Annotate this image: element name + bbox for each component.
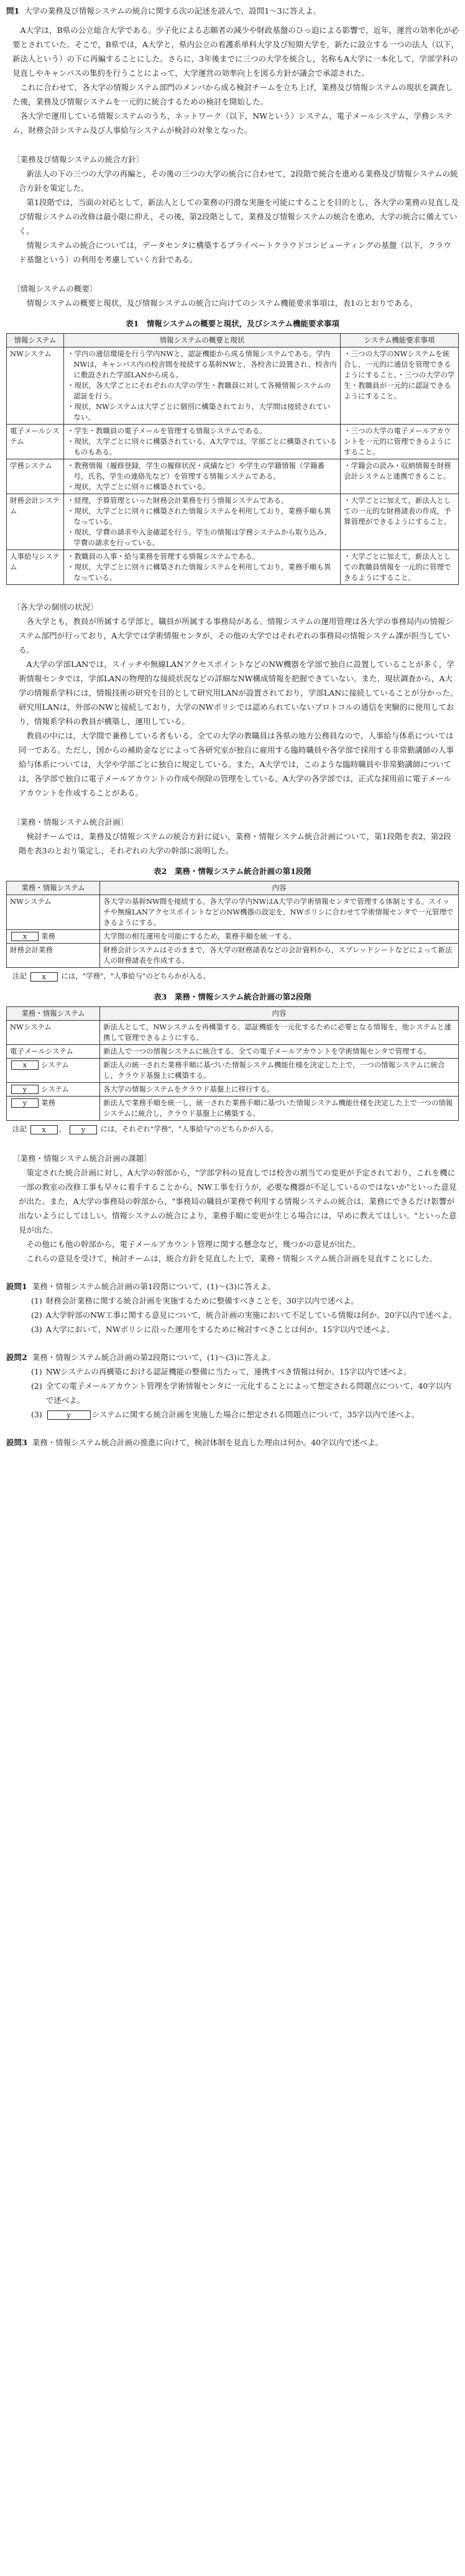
paragraph: その他にも他の幹部から，電子メールアカウント管理に関する懸念など，幾つかの意見が出た。: [26, 1240, 361, 1249]
sub-question-text: A大学において，NWポリシに沿った運用をするために検討すべきことは何か。15字以内で述べよ。: [45, 1325, 395, 1334]
blank-with-label: [10, 931, 96, 942]
section-heading-integration-plan: 〔業務・情報システム統合計画〕: [12, 817, 129, 827]
table2-note: [6, 969, 459, 983]
sub-question-text: システムに関する統合計画を実施した場合に想定される問題点について，35字以内で述べよ。: [91, 1410, 420, 1419]
blank-box-x: x: [11, 932, 39, 941]
desc-item: ・現状，大学ごとに別々に構築された情報システムを利用しており，業務手順も異なっている。: [67, 507, 331, 526]
question-header: [6, 4, 459, 18]
paragraph: 新法人の下の三つの大学の再編と，その後の三つの大学の統合に合わせて，2段階で統合を進める業務及び情報システムの統合方針を策定した。: [19, 169, 458, 193]
blank-with-label: [10, 1098, 96, 1108]
paragraph: 各大学とも，教員が所属する学部と，職員が所属する事務局がある。情報システムの運用管理は各大学の事務局内の情報システム部門が行っており，A大学では学術情報センタが，その他の大学ではそれぞれの事務局の情報システム課が担当している。: [19, 617, 453, 655]
plan-item-name: 財務会計業務: [7, 944, 100, 968]
table-row: [7, 1045, 459, 1059]
table3: [6, 1006, 459, 1121]
note-label: 注記: [12, 1125, 27, 1133]
system-desc: [64, 425, 341, 459]
intro-paragraph: A大学は，B県の公立総合大学である。少子化による志願者の減少や財政基盤のひっ迫による影響で，近年，運営の効率化が必要とされていた。そこで，B県では，A大学と，県内公立の看護系単科大学及び短期大学を，新たに設立する一つの法人（以下，新法人という）の下に再編することにした。さらに，3年後までに三つの大学を統合し，名称もA大学に一本化して，学部学科の見直しやキャンパスの集約を行うことによって，大学運営の効率向上を図る方針が議会で承認された。: [12, 25, 459, 78]
table-row: [7, 1059, 459, 1083]
blank-with-label: [10, 1060, 96, 1070]
setsumon-label: 設問1: [6, 1282, 27, 1291]
system-requirement: ・大学ごとに加えて，新法人としての教職員情報を一元的に管理できるようにすること。: [341, 550, 459, 585]
desc-item: ・現状，学費の請求や入金確認を行う。学生の情報は学務システムから取り込み，学費の請求を行っている。: [67, 528, 332, 547]
sub-question-text: NWシステムの再構築における認証機能の整備に当たって，連携すべき情報は何か。15字以内で述べよ。: [45, 1367, 412, 1376]
plan-item-name: 電子メールシステム: [7, 1045, 100, 1059]
blank-box-x: x: [30, 1125, 58, 1134]
plan-item-name-cell: [7, 930, 100, 944]
table-row: [7, 1097, 459, 1121]
paragraph: 検討チームでは，業務及び情報システムの統合方針に従い，業務・情報システム統合計画について，第1段階を表2，第2段階を表3のとおり策定し，それぞれの大学の幹部に説明した。: [19, 832, 451, 855]
section-body-individual-status: [6, 614, 459, 800]
sub-question-number: (2): [31, 1310, 42, 1320]
system-name: 学務システム: [7, 459, 64, 494]
sub-question-number: (3): [31, 1325, 42, 1334]
blank-box-y: y: [70, 1125, 97, 1134]
plan-item-content: 財務会計システムはそのままで，各大学の財務諸表などの会計資料から，スプレッドシートなどによって新法人の財務諸表を作成する。: [100, 944, 459, 968]
table-row: [7, 425, 459, 459]
paragraph: 情報システムの統合については，データセンタに構築するプライベートクラウドコンピューティングの基盤（以下，クラウド基盤という）の利用を考慮していく方針である。: [19, 241, 451, 264]
table1: [6, 333, 459, 585]
section-body-system-overview: [6, 296, 459, 310]
setsumon-label: 設問2: [6, 1353, 27, 1362]
sub-question: [6, 1407, 459, 1422]
sub-question-number: (3): [31, 1410, 42, 1419]
plan-item-content: 新法人の統一された業務手順に基づいた情報システム機能仕様を決定した上で，一つの情報システムに統合し，クラウド基盤上に構築する。: [100, 1059, 459, 1083]
table-header-cell: 内容: [100, 1007, 459, 1021]
table1-caption: 表1 情報システムの概要と現状，及びシステム機能要求事項: [126, 319, 339, 328]
sub-question: [6, 1322, 459, 1336]
setsumon-text: 業務・情報システム統合計画の第1段階について，(1)〜(3)に答えよ。: [32, 1282, 276, 1291]
setsumon-3: [6, 1435, 459, 1450]
sub-question-text: A大学幹部のNW工事に関する意見について，統合計画の実施において不足している情報は何か。20字以内で述べよ。: [45, 1310, 457, 1320]
note-text: には，"学務"，"人事給与"のどちらかが入る。: [61, 972, 210, 980]
system-name: 電子メールシステム: [7, 425, 64, 459]
note-label: 注記: [12, 972, 27, 980]
table-header-row: [7, 1007, 459, 1021]
sub-question: [6, 1364, 459, 1379]
sub-question: [6, 1308, 459, 1322]
intro-paragraph: 各大学で運用している情報システムのうち，ネットワーク（以下，NWという）システム，電子メールシステム，学務システム，財務会計システム及び人事給与システムが検討の対象となった。: [12, 111, 453, 135]
paragraph: 第1段階では，当面の対応として，新法人としての業務の円滑な実施を可能にすることを目的とし，各大学の業務の見直し及び情報システムの改修は最小限に抑え，その後，第2段階として，業務及び情報システムの統合を進め，大学の統合に備えていく。: [19, 198, 459, 236]
system-name: 人事給与システム: [7, 550, 64, 585]
plan-item-content: 新法人で業務手順を統一し，統一された業務手順に基づいた情報システム機能仕様を決定した上で一つの情報システムに統合し，クラウド基盤上に構築する。: [100, 1097, 459, 1121]
sub-question-text: 財務会計業務に関する統合計画を実施するために整備すべきことを，30字以内で述べよ。: [45, 1296, 359, 1305]
section-heading-integration-policy: 〔業務及び情報システムの統合方針〕: [12, 155, 144, 164]
table-header-cell: 業務・情報システム: [7, 881, 100, 895]
section-heading-individual-status: 〔各大学の個別の状況〕: [12, 602, 98, 612]
blank-box-y: y: [11, 1085, 39, 1094]
setsumon-text: 業務・情報システム統合計画の第2段階について，(1)〜(3)に答えよ。: [32, 1353, 276, 1362]
desc-item: ・現状，大学ごとに別々に構築されている。: [67, 482, 210, 491]
question-intro: 大学の業務及び情報システムの統合に関する次の記述を読んで，設問1〜3に答えよ。: [24, 6, 321, 16]
table-header-cell: 情報システムの概要と現状: [64, 334, 341, 347]
paragraph: これらの意見を受けて，検討チームは，統合方針を見直した上で，業務・情報システム統合計画を見直すことにした。: [26, 1254, 438, 1263]
section-body-integration-plan: [6, 829, 459, 858]
desc-item: ・現状，各大学ごとにそれぞれの大学の学生・教職員に対して各種情報システムの認証を行う。: [67, 381, 331, 400]
sub-question: [6, 1294, 459, 1308]
setsumon-text: 業務・情報システム統合計画の推進に向けて，検討体制を見直した理由は何か。40字以内で述べよ。: [32, 1438, 384, 1447]
plan-item-content: 新法人として，NWシステムを再構築する。認証機能を一元化するために必要となる情報を，他システムと連携して管理できるようにする。: [100, 1021, 459, 1045]
table2: [6, 881, 459, 968]
plan-item-name-cell: [7, 1059, 100, 1083]
table-row: [7, 944, 459, 968]
table-row: [7, 494, 459, 550]
table-row: [7, 347, 459, 425]
system-requirement: ・三つの大学の電子メールアカウントを一元的に管理できるようにすること。: [341, 425, 459, 459]
table-header-row: [7, 334, 459, 347]
system-name: 財務会計システム: [7, 494, 64, 550]
sub-question-number: (1): [31, 1367, 42, 1376]
desc-item: ・現状，NWシステムは大学ごとに個別に構築されており，大学間は接続されていない。: [67, 402, 331, 421]
section-heading-system-overview: 〔情報システムの概要〕: [12, 284, 98, 293]
system-name: NWシステム: [7, 347, 64, 425]
sub-question-text-with-blank: [46, 1407, 420, 1422]
system-desc: [64, 550, 341, 585]
table-row: [7, 930, 459, 944]
section-body-integration-policy: [6, 167, 459, 267]
plan-item-name: システム: [41, 1060, 69, 1069]
table-header-cell: システム機能要求事項: [341, 334, 459, 347]
table-row: [7, 895, 459, 930]
system-desc: [64, 459, 341, 494]
plan-item-name: 業務: [41, 932, 55, 941]
blank-with-label: [10, 1084, 96, 1095]
blank-box-y: y: [47, 1410, 91, 1420]
section-heading-plan-issues: 〔業務・情報システム統合計画の課題〕: [12, 1154, 152, 1163]
system-requirement: ・学籍会の読み・収納情報を財務会計システムと連携できること。: [341, 459, 459, 494]
paragraph: 策定された統合計画に対し，A大学の幹部から，"学部学科の見直しでは校舎の割当ての変更が予定されており，これを機に一部の教室の改修工事も早々に着手することから，NW工事を行うが，必要な機器が不足しているのではないか"といった意見が出た。また，A大学の事務局の幹部から，"事務局の職員が業務で利用する情報システムの統合は，業務にできるだけ影響が出ないようにしてほしい。情報システムの統合により，業務手順に変更が生じる場合には，早めに教えてほしい。"といった意見が出た。: [19, 1168, 457, 1235]
desc-item: ・現状，大学ごとに別々に構築された情報システムを利用しており，業務手順も異なっている。: [67, 563, 331, 582]
table-header-cell: 情報システム: [7, 334, 64, 347]
blank-box-x: x: [11, 1060, 39, 1070]
intro-paragraph: これに合わせて，各大学の情報システム部門のメンバから成る検討チームを立ち上げ，業務及び情報システムの現状を調査した後，業務及び情報システムを一元的に統合するための検討を開始した。: [12, 83, 453, 106]
system-desc: [64, 494, 341, 550]
note-text: には，それぞれ"学務"，"人事給与"のどちらかが入る。: [100, 1125, 279, 1133]
table-header-cell: 内容: [100, 881, 459, 895]
table-header-cell: 業務・情報システム: [7, 1007, 100, 1021]
table2-caption: 表2 業務・情報システム統合計画の第1段階: [154, 867, 311, 876]
plan-item-name-cell: [7, 1097, 100, 1121]
table-row: [7, 1083, 459, 1097]
plan-item-name: NWシステム: [7, 1021, 100, 1045]
question-number: 問1: [6, 6, 20, 16]
desc-item: ・学内の通信環境を行う学内NWと，認証機能から成る情報システムである。学内NWは，キャンパス内の校舎間を接続する基幹NWと，各校舎に設置され，校舎内に敷設された学部LANから成る。: [67, 349, 337, 379]
plan-item-name-cell: [7, 1083, 100, 1097]
paragraph: 情報システムの概要と現状，及び情報システムの統合に向けてのシステム機能要求事項は，表1のとおりである。: [26, 298, 418, 308]
system-desc: [64, 347, 341, 425]
plan-item-name: 業務: [41, 1098, 55, 1107]
setsumon-label: 設問3: [6, 1438, 27, 1447]
section-body-plan-issues: [6, 1166, 459, 1266]
sub-question-number: (2): [31, 1381, 42, 1391]
system-requirement: ・三つの大学のNWシステムを統合し，一元的に通信を管理できるようにすること。・三つの大学の学生・教職員が一元的に認証できるようにすること。: [341, 347, 459, 425]
setsumon-2: [6, 1350, 459, 1364]
table-row: [7, 550, 459, 585]
desc-item: ・学生・教職員の電子メールを管理する情報システムである。: [67, 426, 267, 435]
table3-note: 注記 x ， y には，それぞれ"学務"，"人事給与"のどちらかが入る。: [12, 1125, 279, 1134]
table-row: [7, 459, 459, 494]
system-requirement: ・大学ごとに加えて，新法人としての一元的な財務諸表の作成，予算管理ができるようにすること。: [341, 494, 459, 550]
plan-item-content: 各大学の情報システムをクラウド基盤上に移行する。: [100, 1083, 459, 1097]
paragraph: 教員の中には，大学間で兼務している者もいる。全ての大学の教職員は各県の地方公務員なので，人事給与体系については同一である。ただし，国からの補助金などによって各研究室が独自に雇用する臨時職員や各学部で採用する非常勤講師の人事給与体系については，大学や学部ごとに独自に規定している。また，A大学では，このような臨時職員や非常勤講師については，各学部で独自に電子メールアカウントの作成や削除の管理をしている。A大学の各学部では，正式な採用前に電子メールアカウントを作成することがある。: [19, 731, 454, 798]
plan-item-content: 各大学の基幹NW間を接続する。各大学の学内NWはA大学の学術情報センタで管理する体制とする。スイッチや無線LANアクセスポイントなどのNW機器の設定を，NWポリシに合わせて学術情報センタで一元管理できるようにする。: [100, 895, 459, 930]
desc-item: ・経理，予算管理といった財務会計業務を行う情報システムである。: [67, 496, 288, 505]
sub-question: [6, 1379, 459, 1407]
setsumon-1: [6, 1279, 459, 1294]
table-header-row: [7, 881, 459, 895]
sub-question-text: 全ての電子メールアカウント管理を学術情報センタに一元化することによって想定される問題点について，40字以内で述べよ。: [45, 1381, 451, 1405]
desc-item: ・教務情報（履修登録，学生の履修状況・成績など）や学生の学籍情報（学籍番号，氏名，学生の連絡先など）を管理する情報システムである。: [67, 461, 325, 481]
table-row: [7, 1021, 459, 1045]
plan-item-content: 新法人で一つの情報システムに統合する。全ての電子メールアカウントを学術情報センタで管理する。: [100, 1045, 459, 1059]
plan-item-content: 大学間の相互運用を可能にするため，業務手順を統一する。: [100, 930, 459, 944]
blank-box-y: y: [11, 1098, 39, 1108]
desc-item: ・現状，大学ごとに別々に構築されている。A大学では，学部ごとに構築されているものもある。: [67, 437, 337, 456]
sub-question-number: (1): [31, 1296, 42, 1305]
plan-item-name: NWシステム: [7, 895, 100, 930]
plan-item-name: システム: [41, 1085, 69, 1093]
paragraph: A大学の学部LANでは，スイッチや無線LANアクセスポイントなどのNW機器を学部で独自に設置していることが多く，学術情報センタでは，学部LANの物理的な接続状況などの詳細なNW構成情報を把握できていない。また，現状調査から，A大学の情報系学科には，情報技術の研究を目的として研究用LANが設置されており，学部LANに接続していることが分かった。研究用LANは，外部のNWと接続しており，大学のNWポリシでは認められていないプロトコルの通信を実験的に使用しており，情報系学科の教員が構築し，運用している。: [19, 660, 458, 726]
table3-caption: 表3 業務・情報システム統合計画の第2段階: [154, 992, 311, 1001]
blank-box-x: x: [30, 972, 58, 982]
desc-item: ・教職員の人事・給与業務を管理する情報システムである。: [67, 552, 260, 561]
